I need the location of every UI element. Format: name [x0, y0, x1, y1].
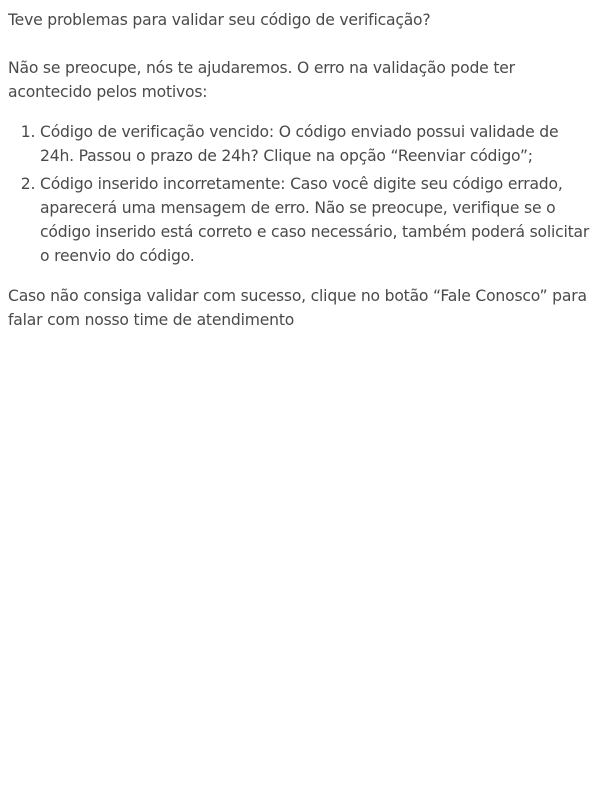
- help-article: [0, 0, 600, 332]
- article-closing: Caso não consiga validar com sucesso, clique no botão “Fale Conosco” para falar com nosso time de atendimento: [8, 287, 587, 329]
- article-question: Teve problemas para validar seu código de verificação?: [8, 11, 431, 29]
- reason-incorrect-code: 2. Código inserido incorretamente: Caso você digite seu código errado, aparecerá uma mensagem de erro. Não se preocupe, verifique se o código inserido está correto e caso necessário, também poderá solicitar o reenvio do código.: [40, 172, 592, 268]
- reason-expired-code: 1. Código de verificação vencido: O código enviado possui validade de 24h. Passou o prazo de 24h? Clique na opção “Reenviar código”;: [40, 120, 592, 168]
- article-intro: Não se preocupe, nós te ajudaremos. O erro na validação pode ter acontecido pelos motivos:: [8, 59, 515, 101]
- reasons-list: [8, 120, 592, 268]
